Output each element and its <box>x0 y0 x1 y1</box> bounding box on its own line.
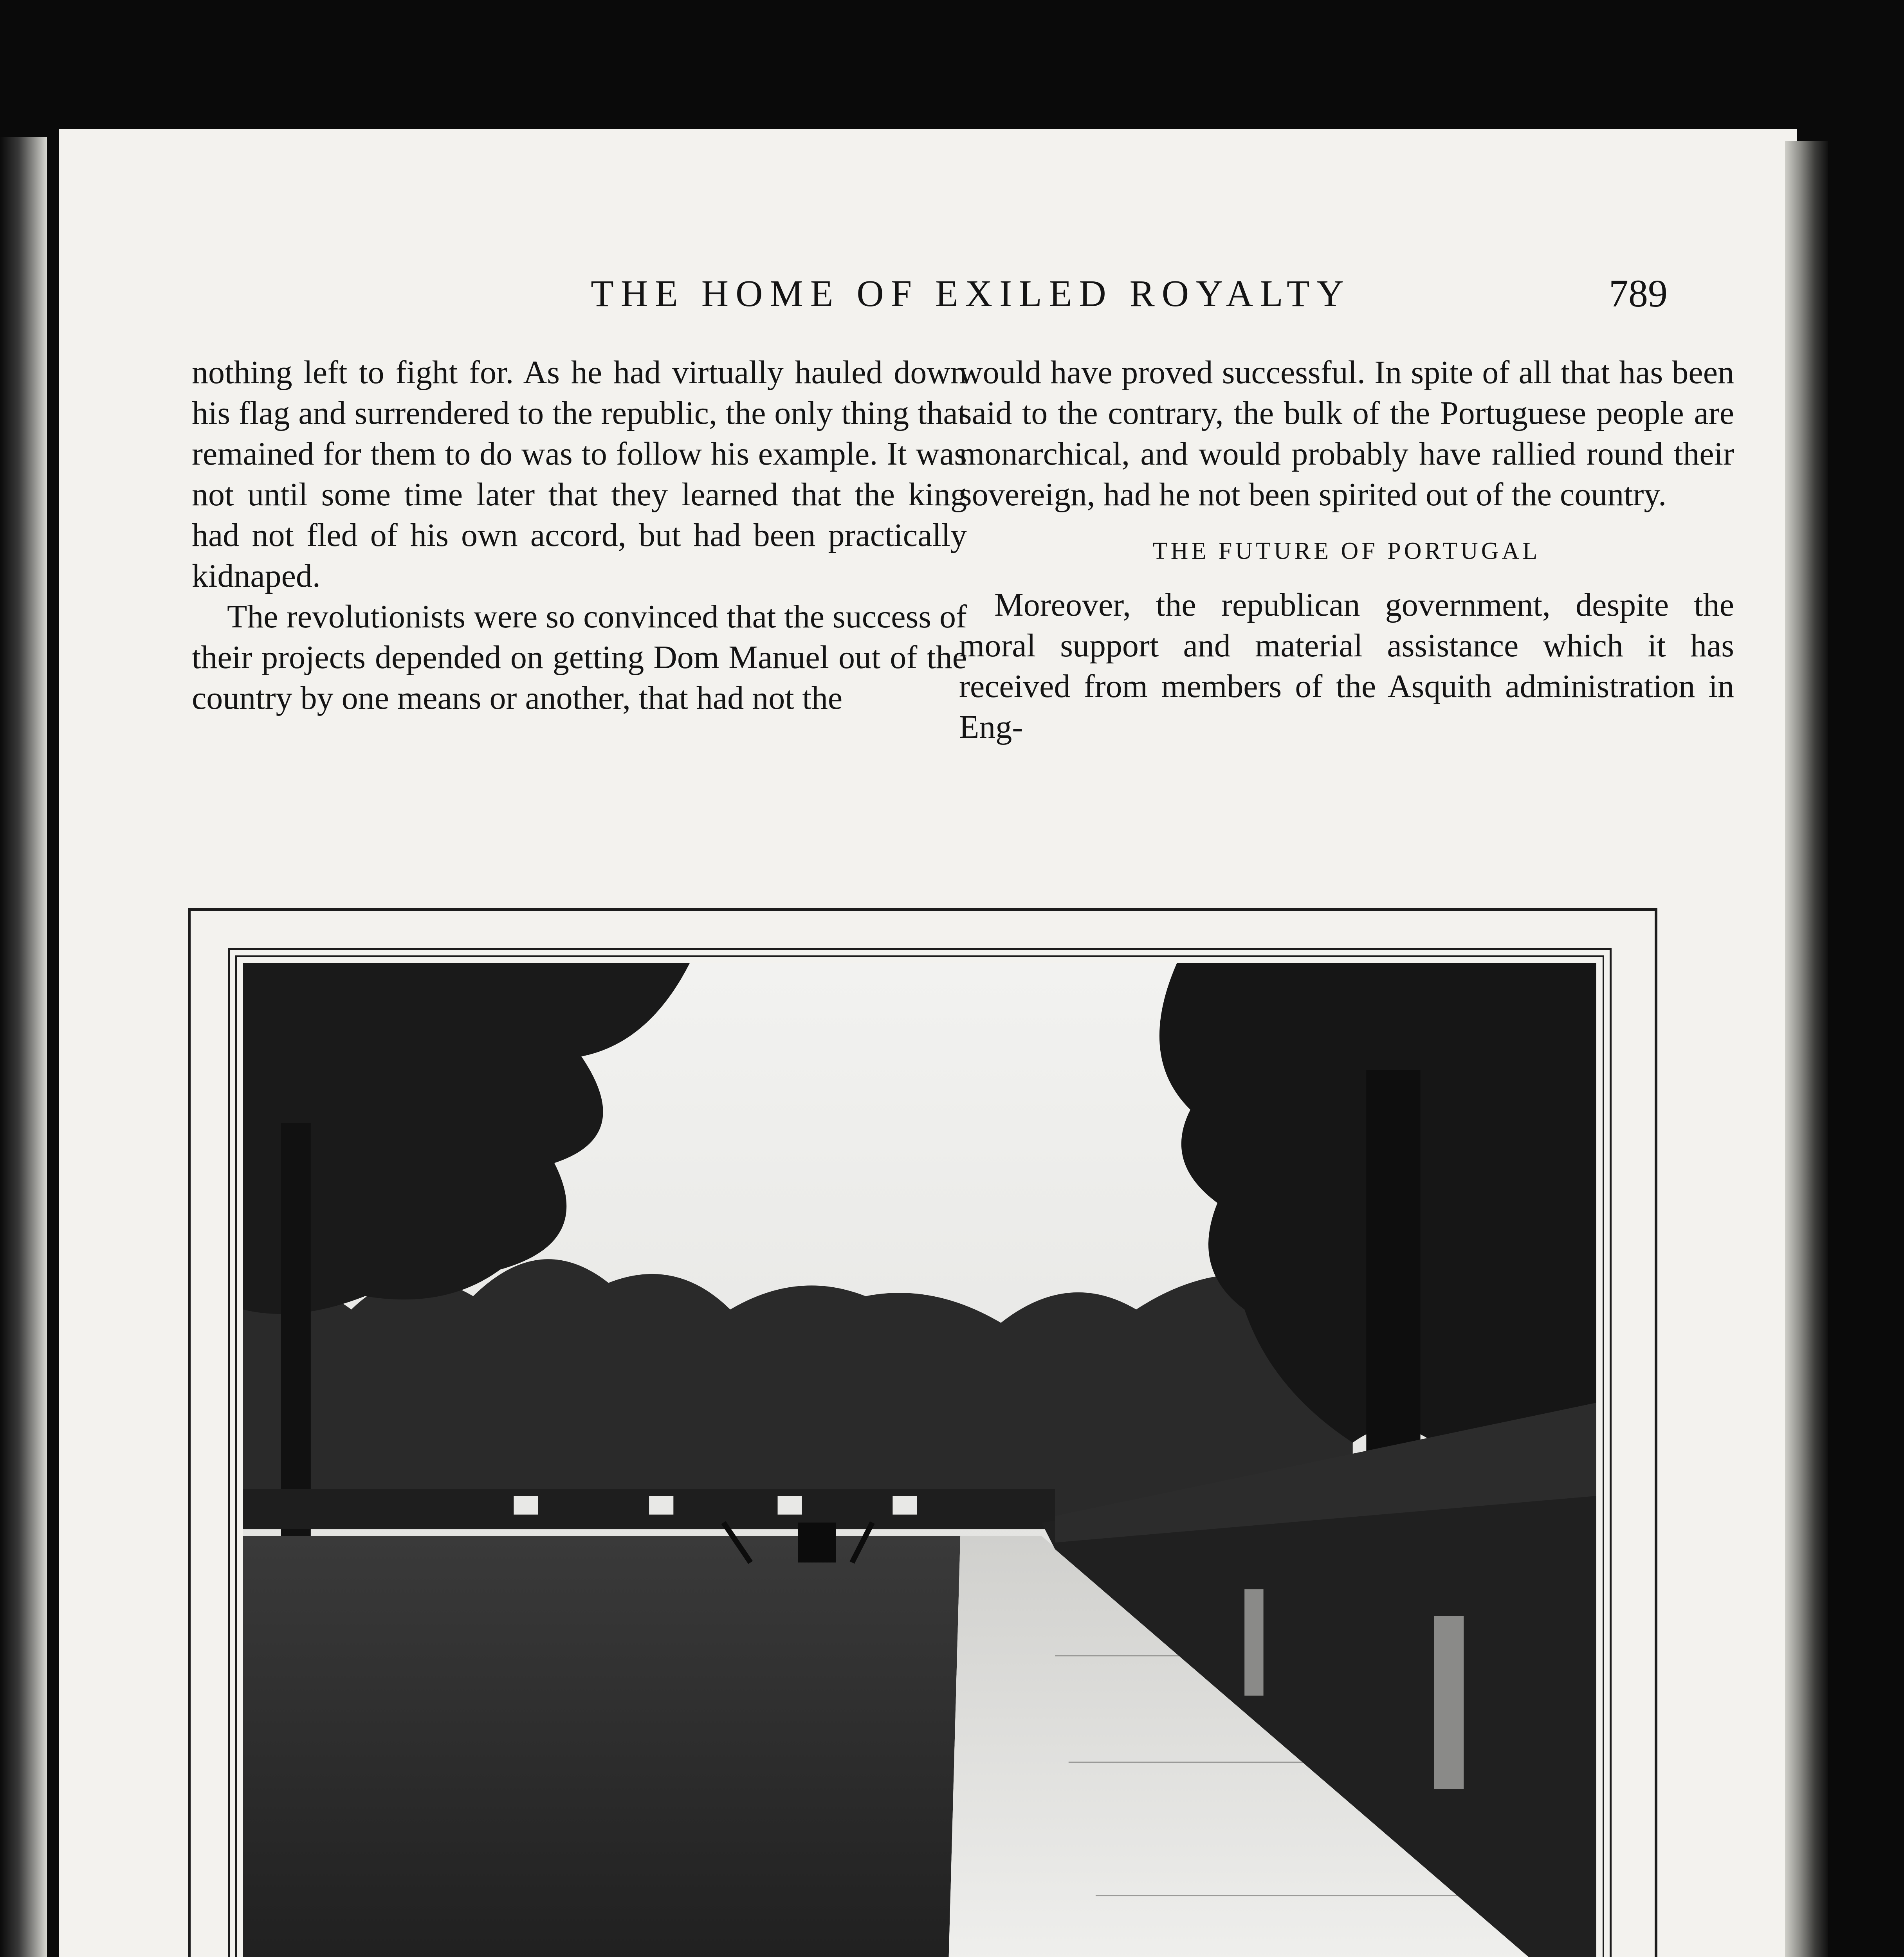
top-right-column <box>959 352 1734 748</box>
photo-border <box>228 948 1612 1957</box>
section-subheading: THE FUTURE OF PORTUGAL <box>1152 538 1541 564</box>
photo-frame <box>188 908 1657 1957</box>
page-number: 789 <box>1609 272 1668 315</box>
paragraph: Moreover, the republican government, despite the moral support and material assistance which it has received from members of the Asquith administration in Eng- <box>959 587 1734 745</box>
lawn-terrace-photo <box>243 963 1596 1957</box>
top-left-column <box>192 352 967 719</box>
paragraph: would have proved successful. In spite of all that has been said to the contrary, the bulk of the Portuguese people are monarchical, and would probably have rallied round their sovereign, had he not been spirited out of the country. <box>959 354 1734 513</box>
photo-inner-border <box>235 955 1604 1957</box>
book-page-edge <box>1785 141 1828 1957</box>
running-title: THE HOME OF EXILED ROYALTY <box>591 272 1351 314</box>
magazine-page <box>59 129 1797 1957</box>
book-spine-shadow <box>0 137 47 1957</box>
paragraph: nothing left to fight for. As he had virtually hauled down his flag and surrendered to the republic, the only thing that remained for them to do was to follow his example. It was not until some time later that they learned that the king had not fled of his own accord, but had been practically kidnaped. <box>192 354 967 594</box>
page-header <box>59 270 1797 317</box>
paragraph: The revolutionists were so convinced that the success of their projects depended on getting Dom Manuel out of the country by one means or another, that had not the <box>192 598 967 716</box>
